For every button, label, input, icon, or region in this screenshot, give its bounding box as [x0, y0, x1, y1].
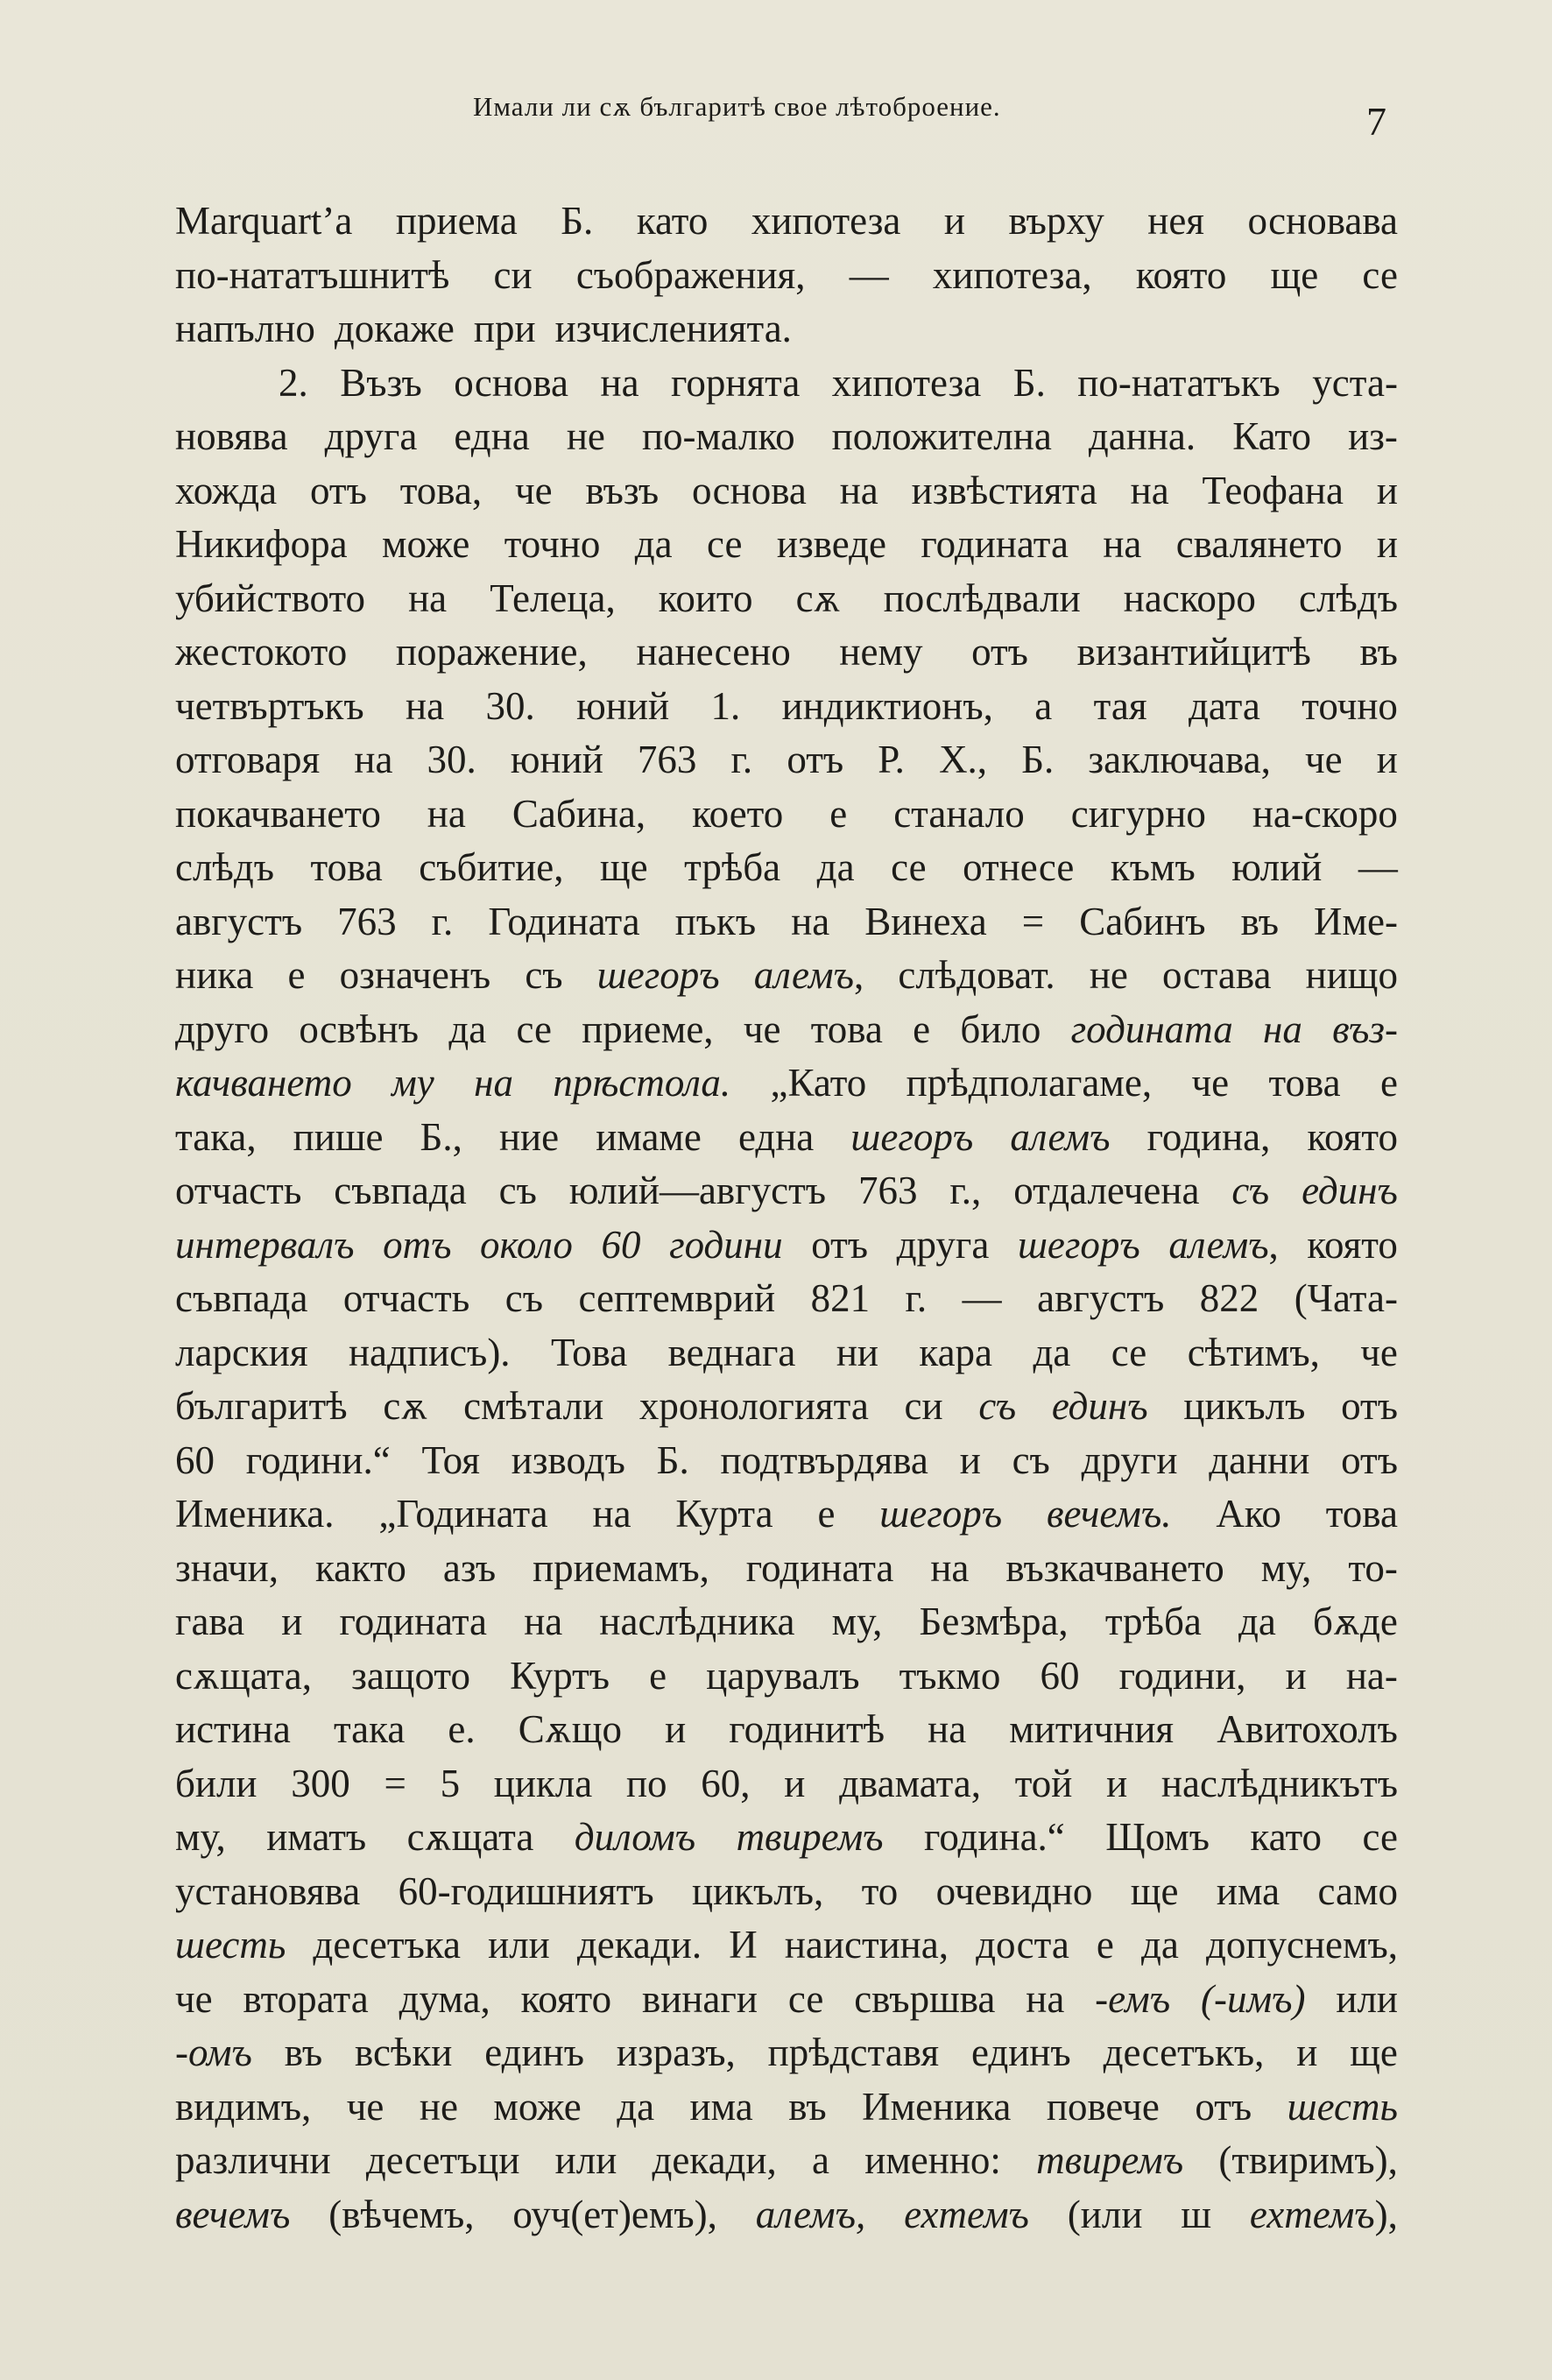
- page-number: 7: [1366, 99, 1386, 144]
- text-line: че втората дума, която винаги се свършва на -емъ (-имъ) или: [175, 1976, 1398, 2021]
- text-line: му, иматъ сѫщата диломъ твиремъ година.“ Щомъ като се: [175, 1815, 1398, 1859]
- text-line: Marquart’а приема Б. като хипотеза и върху нея основава: [175, 199, 1398, 243]
- text-line: установява 60-годишниятъ цикълъ, то очевидно ще има само: [175, 1868, 1398, 1913]
- text-line: друго освѣнъ да се приеме, че това е било годината на въз-: [175, 1006, 1398, 1051]
- text-line: напълно докаже при изчисленията.: [175, 307, 792, 350]
- text-line: четвъртъкъ на 30. юний 1. индиктионъ, а тая дата точно: [175, 683, 1398, 728]
- text-line: съвпада отчасть съ септемврий 821 г. — августъ 822 (Чата-: [175, 1276, 1398, 1320]
- text-line: жестокото поражение, нанесено нему отъ византийцитѣ въ: [175, 630, 1398, 674]
- text-line: убийството на Телеца, които сѫ послѣдвали наскоро слѣдъ: [175, 576, 1398, 620]
- text-line: хожда отъ това, че възъ основа на извѣстията на Теофана и: [175, 468, 1398, 512]
- text-line: -омъ въ всѣки единъ изразъ, прѣдставя единъ десетъкъ, и ще: [175, 2030, 1398, 2074]
- text-line: истина така е. Сѫщо и годинитѣ на митичния Авитохолъ: [175, 1707, 1398, 1751]
- text-line: отчасть съвпада съ юлий—августъ 763 г., отдалечена съ единъ: [175, 1169, 1398, 1212]
- text-line: августъ 763 г. Годината пъкъ на Винеха = Сабинъ въ Име-: [175, 899, 1398, 943]
- text-line: интервалъ отъ около 60 години отъ друга шегоръ алемъ, която: [175, 1222, 1398, 1267]
- running-header: Имали ли сѫ българитѣ свое лѣтоброение.: [473, 91, 1001, 122]
- text-line: шесть десетъка или декади. И наистина, доста е да допуснемъ,: [175, 1923, 1398, 1967]
- text-line: покачването на Сабина, което е станало сигурно на-скоро: [175, 791, 1398, 836]
- text-line: Никифора може точно да се изведе годината на свалянето и: [175, 522, 1398, 566]
- text-line: сѫщата, защото Куртъ е царувалъ тъкмо 60 години, и на-: [175, 1653, 1398, 1698]
- text-line: 60 години.“ Тоя изводъ Б. подтвърдява и съ други данни отъ: [175, 1437, 1398, 1482]
- text-line: гава и годината на наслѣдника му, Безмѣра, трѣба да бѫде: [175, 1600, 1398, 1643]
- text-line: качването му на прѣстола. „Като прѣдполагаме, че това е: [175, 1061, 1398, 1105]
- text-line: по-нататъшнитѣ си съображения, — хипотеза, която ще се: [175, 252, 1398, 297]
- text-line: 2. Възъ основа на горнята хипотеза Б. по-нататъкъ уста-: [279, 360, 1398, 405]
- text-line: вечемъ (вѣчемъ, оуч(ет)емъ), алемъ, ехтемъ (или ш ехтемъ),: [175, 2192, 1398, 2236]
- text-line: така, пише Б., ние имаме една шегоръ алемъ година, която: [175, 1114, 1398, 1159]
- text-line: видимъ, че не може да има въ Именика повече отъ шесть: [175, 2084, 1398, 2129]
- text-line: слѣдъ това събитие, ще трѣба да се отнесе къмъ юлий —: [175, 845, 1398, 889]
- text-line: различни десетъци или декади, а именно: твиремъ (твиримъ),: [175, 2138, 1398, 2182]
- text-line: ларския надписъ). Това веднага ни кара да се сѣтимъ, че: [175, 1330, 1398, 1374]
- text-line: българитѣ сѫ смѣтали хронологията си съ единъ цикълъ отъ: [175, 1384, 1398, 1428]
- body-text: [175, 194, 1398, 2242]
- text-line: новява друга една не по-малко положителна данна. Като из-: [175, 414, 1398, 458]
- text-line: отговаря на 30. юний 763 г. отъ Р. Х., Б. заключава, че и: [175, 738, 1398, 781]
- text-line: значи, както азъ приемамъ, годината на възкачването му, то-: [175, 1545, 1398, 1590]
- text-line: Именика. „Годината на Курта е шегоръ вечемъ. Ако това: [175, 1492, 1398, 1536]
- text-line: били 300 = 5 цикла по 60, и двамата, той и наслѣдникътъ: [175, 1761, 1398, 1805]
- text-line: ника е означенъ съ шегоръ алемъ, слѣдоват. не остава нищо: [175, 953, 1398, 997]
